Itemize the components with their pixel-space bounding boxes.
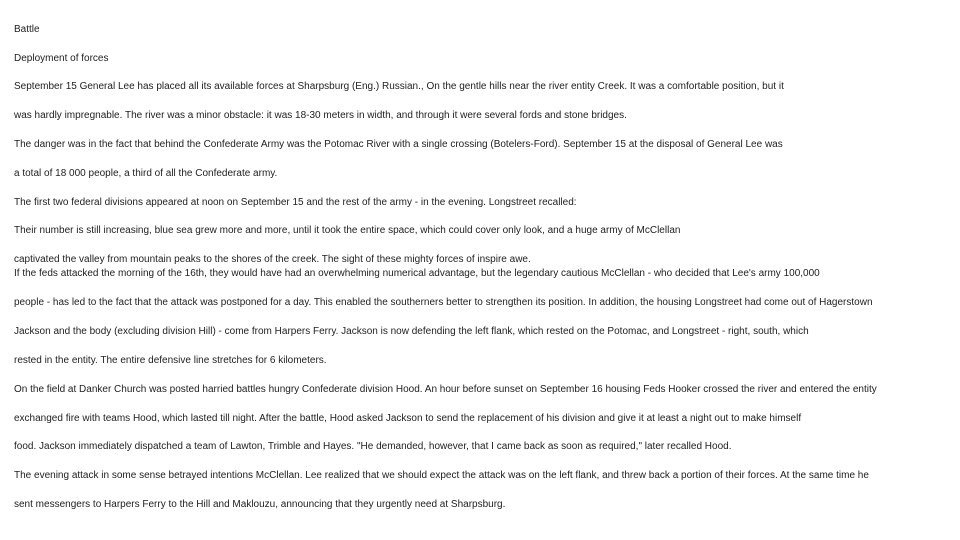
doc-line: If the feds attacked the morning of the 16th, they would have had an overwhelming numerical advantage, but the legendary cautious McClellan - who decided that Lee's army 100,000 <box>14 268 820 279</box>
doc-line: September 15 General Lee has placed all its available forces at Sharpsburg (Eng.) Russian., On the gentle hills near the river entity Creek. It was a comfortable position, but it <box>14 81 784 92</box>
doc-line: food. Jackson immediately dispatched a team of Lawton, Trimble and Hayes. "He demanded, however, that I came back as soon as required," later recalled Hood. <box>14 441 732 452</box>
doc-line: people - has led to the fact that the attack was postponed for a day. This enabled the southerners better to strengthen its position. In addition, the housing Longstreet had come out of Hagerstown <box>14 297 873 308</box>
doc-line: Jackson and the body (excluding division Hill) - come from Harpers Ferry. Jackson is now defending the left flank, which rested on the Potomac, and Longstreet - right, south, which <box>14 326 809 337</box>
doc-line: Their number is still increasing, blue sea grew more and more, until it took the entire space, which could cover only look, and a huge army of McClellan <box>14 225 681 236</box>
doc-line: captivated the valley from mountain peaks to the shores of the creek. The sight of these mighty forces of inspire awe. <box>14 254 531 265</box>
doc-line: a total of 18 000 people, a third of all the Confederate army. <box>14 168 278 179</box>
doc-line: On the field at Danker Church was posted harried battles hungry Confederate division Hood. An hour before sunset on September 16 housing Feds Hooker crossed the river and entered the entity <box>14 384 877 395</box>
doc-line: exchanged fire with teams Hood, which lasted till night. After the battle, Hood asked Jackson to send the replacement of his division and give it at least a night out to make himself <box>14 413 802 424</box>
doc-line: sent messengers to Harpers Ferry to the Hill and Maklouzu, announcing that they urgently need at Sharpsburg. <box>14 499 506 510</box>
doc-title: Battle <box>14 24 40 35</box>
doc-line: rested in the entity. The entire defensive line stretches for 6 kilometers. <box>14 355 327 366</box>
doc-line: was hardly impregnable. The river was a minor obstacle: it was 18-30 meters in width, and through it were several fords and stone bridges. <box>14 110 627 121</box>
doc-line: The evening attack in some sense betrayed intentions McClellan. Lee realized that we should expect the attack was on the left flank, and threw back a portion of their forces. At the same time he <box>14 470 869 481</box>
doc-subtitle: Deployment of forces <box>14 53 109 64</box>
doc-line: The first two federal divisions appeared at noon on September 15 and the rest of the army - in the evening. Longstreet recalled: <box>14 197 577 208</box>
doc-line: The danger was in the fact that behind the Confederate Army was the Potomac River with a single crossing (Botelers-Ford). September 15 at the disposal of General Lee was <box>14 139 783 150</box>
